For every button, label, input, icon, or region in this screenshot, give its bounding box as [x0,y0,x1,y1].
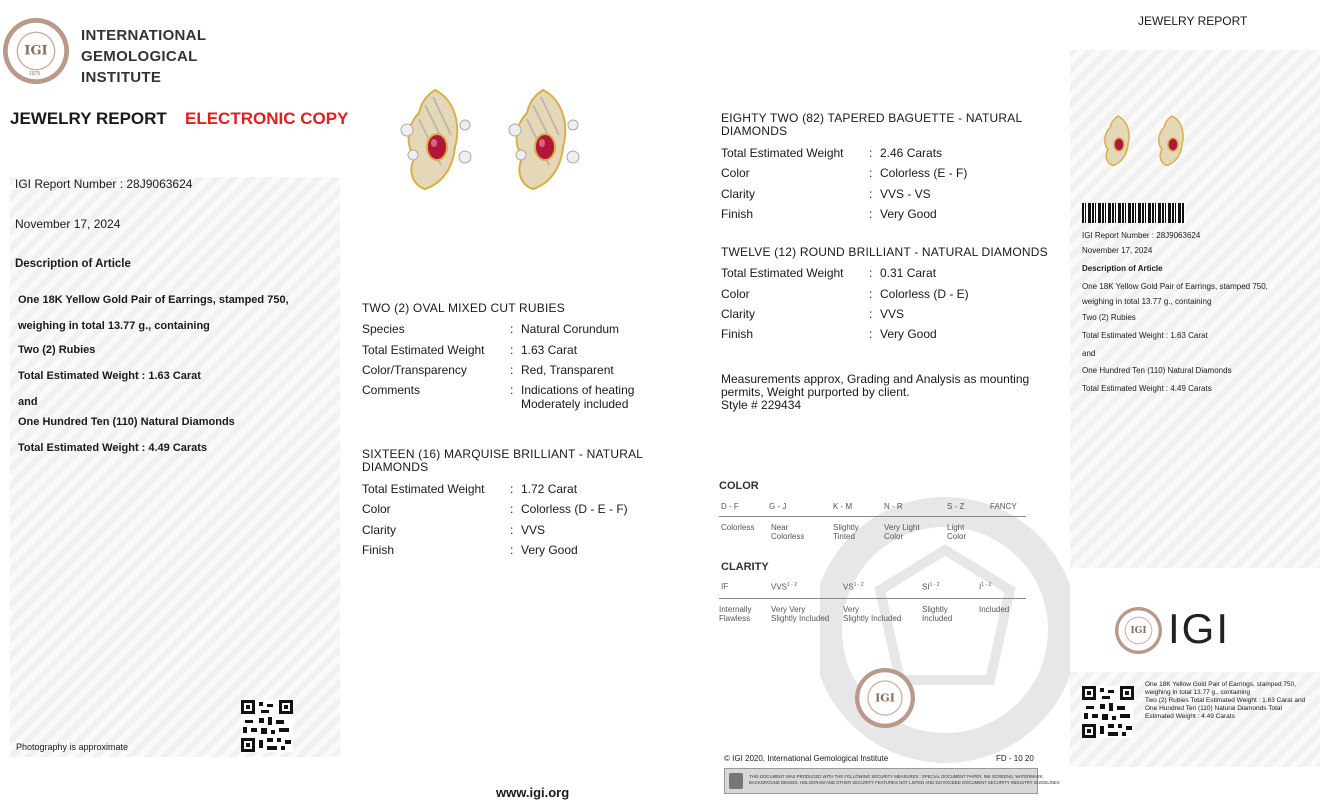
description-line-3: Two (2) Rubies [18,344,96,356]
description-line-5: and [18,396,38,408]
rubies-value-species: Natural Corundum [521,322,620,336]
clarity-desc-3-line-2: Slightly Included [843,614,902,623]
clarity-grade-5-base: I [979,582,982,592]
clarity-desc-4 [922,605,952,623]
baguette-heading-1: EIGHTY TWO (82) TAPERED BAGUETTE - NATURAL [721,111,1023,125]
clarity-desc-2 [771,605,829,623]
clarity-desc-5 [979,605,1009,614]
stub-igi-seal-icon: IGI [1115,607,1162,654]
description-line-4: Total Estimated Weight : 1.63 Carat [18,370,201,382]
lock-icon [729,773,743,789]
clarity-grade-2 [771,582,797,592]
stub-line-2: weighing in total 13.77 g., containing [1082,297,1212,306]
marquise-label-weight: Total Estimated Weight [362,482,485,496]
clarity-desc-3-line-1: Very [843,605,860,614]
color-grade-5: S - Z [947,502,965,511]
clarity-desc-2-line-1: Very Very [771,605,806,614]
stub-summary-line-3: Two (2) Rubies Total Estimated Weight : 1.63 Carat and [1145,697,1306,704]
stub-line-1: One 18K Yellow Gold Pair of Earrings, stamped 750, [1082,282,1268,291]
rubies-label-species: Species [362,322,405,336]
report-title: JEWELRY REPORT [10,109,167,128]
stub-heading: Description of Article [1082,264,1163,273]
igi-stamp-icon: IGI [855,668,915,728]
color-desc-3-line-2: Tinted [833,532,855,541]
clarity-grade-4-base: SI [922,582,930,592]
stub-line-4: Total Estimated Weight : 1.63 Carat [1082,331,1208,340]
clarity-grade-5-sup: 1 - 2 [981,582,992,588]
round-label-clarity: Clarity [721,307,756,321]
color-grade-4: N - R [884,502,903,511]
photo-note: Photography is approximate [16,742,129,752]
org-name-line3: INSTITUTE [81,69,162,86]
color-desc-2-line-1: Near [771,523,789,532]
baguette-value-clarity: VVS - VS [880,187,931,201]
baguette-value-color: Colorless (E - F) [880,166,968,180]
clarity-grade-2-base: VVS [771,582,788,592]
description-line-2: weighing in total 13.77 g., containing [18,320,210,332]
marquise-label-finish: Finish [362,543,395,557]
stub-igi-logo: IGI [1168,605,1231,652]
clarity-desc-2-line-2: Slightly Included [771,614,830,623]
clarity-desc-3 [843,605,901,623]
marquise-label-color: Color [362,502,391,516]
color-desc-1 [721,523,754,532]
description-heading: Description of Article [15,258,131,270]
round-label-finish: Finish [721,327,754,341]
security-strip [724,768,1060,794]
round-value-color: Colorless (D - E) [880,287,969,301]
round-label-color: Color [721,287,750,301]
clarity-desc-4-line-2: Included [922,614,953,623]
clarity-desc-4-line-1: Slightly [922,605,948,614]
stub-summary-line-4: One Hundred Ten (110) Natural Diamonds Total [1145,705,1282,712]
baguette-label-finish: Finish [721,207,754,221]
stub-line-7: Total Estimated Weight : 4.49 Carats [1082,384,1212,393]
form-code: FD - 10 20 [996,754,1034,763]
rubies-label-weight: Total Estimated Weight [362,343,485,357]
rubies-value-comments: Indications of heating [521,383,635,397]
round-label-weight: Total Estimated Weight [721,266,844,280]
stub-line-5: and [1082,349,1096,358]
comments-line-2: permits, Weight purported by client. [721,385,910,399]
rubies-label-comments: Comments [362,383,421,397]
security-text-1: THIS DOCUMENT WAS PRODUCED WITH THE FOLLOWING SECURITY MEASURES : SPECIAL DOCUMENT PAPER, INK SCREENS, WATERMARK [749,774,1043,779]
color-desc-1-line-1: Colorless [721,523,755,532]
clarity-grade-5 [979,582,991,592]
baguette-value-weight: 2.46 Carats [880,146,943,160]
rubies-value-weight: 1.63 Carat [521,343,578,357]
stub-line-6: One Hundred Ten (110) Natural Diamonds [1082,366,1232,375]
copyright: © IGI 2020, International Gemological Institute [724,754,889,763]
report-date: November 17, 2024 [15,217,121,231]
color-scale-line [719,516,1026,517]
color-desc-3-line-1: Slightly [833,523,859,532]
round-value-finish: Very Good [880,327,937,341]
round-value-clarity: VVS [880,307,905,321]
clarity-grade-3-sup: 1 - 2 [853,582,864,588]
seal-year: 1975 [29,71,41,77]
rubies-heading: TWO (2) OVAL MIXED CUT RUBIES [362,301,565,315]
clarity-grade-2-sup: 1 - 2 [787,582,798,588]
marquise-value-color: Colorless (D - E - F) [521,502,628,516]
color-desc-5 [947,523,966,541]
comments-block [721,373,1029,412]
color-scale-title: COLOR [719,480,759,492]
stub-earrings-photo [1098,112,1198,170]
baguette-heading-2: DIAMONDS [721,124,788,138]
earrings-photo [395,85,595,195]
clarity-grade-3-base: VS [843,582,854,592]
color-desc-4 [884,523,920,541]
marquise-label-clarity: Clarity [362,523,397,537]
color-desc-5-line-1: Light [947,523,965,532]
stub-summary-line-2: weighing in total 13.77 g., containing [1145,689,1251,696]
clarity-grade-1 [721,582,728,591]
clarity-desc-1-line-1: Internally [719,605,752,614]
rubies-label-color: Color/Transparency [362,363,467,377]
stub-summary-line-5: Estimated Weight : 4.49 Carats [1145,713,1235,720]
barcode-icon [1082,203,1185,223]
qr-code-icon [241,700,293,752]
style-number: Style # 229434 [721,398,802,412]
clarity-grade-3 [843,582,864,592]
stub-date: November 17, 2024 [1082,246,1153,255]
stub-report-number: IGI Report Number : 28J9063624 [1082,231,1201,240]
report-number: IGI Report Number : 28J9063624 [15,177,193,191]
baguette-value-finish: Very Good [880,207,937,221]
marquise-heading-1: SIXTEEN (16) MARQUISE BRILLIANT - NATURAL [362,447,644,461]
color-grade-6: FANCY [990,502,1017,511]
color-grade-3: K - M [833,502,853,511]
top-right-title: JEWELRY REPORT [1138,14,1248,28]
stub-summary-line-1: One 18K Yellow Gold Pair of Earrings, stamped 750, [1145,681,1297,688]
baguette-label-clarity: Clarity [721,187,756,201]
clarity-grade-4 [922,582,940,592]
org-name [81,25,206,88]
rubies-value-comments-2: Moderately included [521,397,629,411]
electronic-copy-label: ELECTRONIC COPY [185,109,349,128]
security-text-2: BACKGROUND DESIGN, HOLOGRAM AND OTHER SECURITY FEATURES NOT LISTED AND DO EXCEED DOCUMENT SECURITY INDUSTRY GUIDELINES [749,780,1060,785]
color-desc-2 [771,523,804,541]
clarity-grade-1-base: IF [721,582,729,591]
marquise-value-clarity: VVS [521,523,546,537]
comments-line-1: Measurements approx, Grading and Analysis as mounting [721,372,1030,386]
round-heading: TWELVE (12) ROUND BRILLIANT - NATURAL DIAMONDS [721,245,1048,259]
color-grade-1: D - F [721,502,739,511]
clarity-scale-line [719,598,1026,599]
stub-qr-code-icon [1082,686,1134,738]
stub-summary [1145,681,1317,721]
color-desc-5-line-2: Color [947,532,967,541]
description-line-1: One 18K Yellow Gold Pair of Earrings, stamped 750, [18,294,289,306]
color-desc-4-line-2: Color [884,532,904,541]
color-desc-2-line-2: Colorless [771,532,805,541]
igi-seal-icon: IGI [3,18,69,84]
marquise-value-finish: Very Good [521,543,578,557]
baguette-label-color: Color [721,166,750,180]
website-link[interactable]: www.igi.org [496,785,570,800]
color-desc-3 [833,523,859,541]
org-name-line2: GEMOLOGICAL [81,48,198,65]
clarity-desc-5-line-1: Included [979,605,1010,614]
stub-line-3: Two (2) Rubies [1082,313,1136,322]
clarity-desc-1 [719,605,751,623]
marquise-value-weight: 1.72 Carat [521,482,578,496]
clarity-scale-title: CLARITY [721,561,769,573]
description-line-6: One Hundred Ten (110) Natural Diamonds [18,416,235,428]
clarity-grade-4-sup: 1 - 2 [929,582,940,588]
clarity-desc-1-line-2: Flawless [719,614,751,623]
baguette-label-weight: Total Estimated Weight [721,146,844,160]
description-line-7: Total Estimated Weight : 4.49 Carats [18,442,208,454]
color-grade-2: G - J [769,502,787,511]
marquise-heading-2: DIAMONDS [362,460,429,474]
org-name-line1: INTERNATIONAL [81,27,207,44]
rubies-value-color: Red, Transparent [521,363,614,377]
round-value-weight: 0.31 Carat [880,266,937,280]
color-desc-4-line-1: Very Light [884,523,920,532]
